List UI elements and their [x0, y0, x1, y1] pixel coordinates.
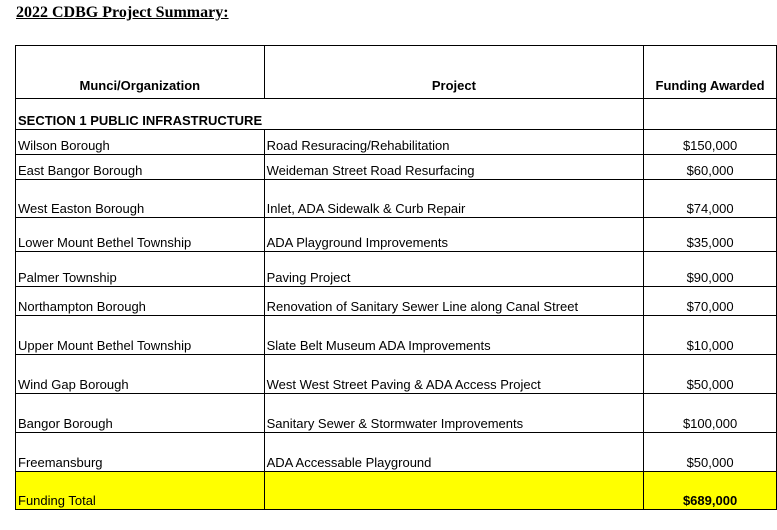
- project-cell: Slate Belt Museum ADA Improvements: [264, 316, 644, 355]
- amount-cell: $74,000: [644, 180, 777, 218]
- table-row: [16, 180, 777, 218]
- amount-cell: $150,000: [644, 130, 777, 155]
- header-funding: Funding Awarded: [644, 46, 777, 99]
- org-cell: Upper Mount Bethel Township: [16, 316, 265, 355]
- project-summary-table: [15, 45, 777, 510]
- org-cell: West Easton Borough: [16, 180, 265, 218]
- total-amount: $689,000: [644, 472, 777, 510]
- project-cell: ADA Playground Improvements: [264, 218, 644, 252]
- org-cell: Lower Mount Bethel Township: [16, 218, 265, 252]
- org-cell: Wind Gap Borough: [16, 355, 265, 394]
- amount-cell: $70,000: [644, 287, 777, 316]
- table-row: [16, 355, 777, 394]
- total-label: Funding Total: [16, 472, 265, 510]
- table-row: [16, 316, 777, 355]
- table-row: [16, 155, 777, 180]
- table-row: [16, 218, 777, 252]
- org-cell: Palmer Township: [16, 252, 265, 287]
- total-empty-cell: [264, 472, 644, 510]
- table-row: [16, 130, 777, 155]
- amount-cell: $50,000: [644, 355, 777, 394]
- table-row: [16, 433, 777, 472]
- section-label: SECTION 1 PUBLIC INFRASTRUCTURE: [16, 99, 265, 130]
- section-row: [16, 99, 777, 130]
- table-row: [16, 394, 777, 433]
- project-cell: Inlet, ADA Sidewalk & Curb Repair: [264, 180, 644, 218]
- page-title: 2022 CDBG Project Summary:: [16, 4, 229, 21]
- org-cell: Bangor Borough: [16, 394, 265, 433]
- org-cell: East Bangor Borough: [16, 155, 265, 180]
- project-cell: Renovation of Sanitary Sewer Line along Canal Street: [264, 287, 644, 316]
- header-row: [16, 46, 777, 99]
- amount-cell: $50,000: [644, 433, 777, 472]
- org-cell: Northampton Borough: [16, 287, 265, 316]
- table-row: [16, 252, 777, 287]
- header-project: Project: [264, 46, 644, 99]
- project-cell: Weideman Street Road Resurfacing: [264, 155, 644, 180]
- amount-cell: $10,000: [644, 316, 777, 355]
- amount-cell: $100,000: [644, 394, 777, 433]
- project-cell: Paving Project: [264, 252, 644, 287]
- amount-cell: $60,000: [644, 155, 777, 180]
- amount-cell: $90,000: [644, 252, 777, 287]
- project-cell: Sanitary Sewer & Stormwater Improvements: [264, 394, 644, 433]
- total-row: [16, 472, 777, 510]
- amount-cell: $35,000: [644, 218, 777, 252]
- org-cell: Wilson Borough: [16, 130, 265, 155]
- header-organization: Munci/Organization: [16, 46, 265, 99]
- project-cell: ADA Accessable Playground: [264, 433, 644, 472]
- project-cell: West West Street Paving & ADA Access Project: [264, 355, 644, 394]
- org-cell: Freemansburg: [16, 433, 265, 472]
- project-cell: Road Resuracing/Rehabilitation: [264, 130, 644, 155]
- table-row: [16, 287, 777, 316]
